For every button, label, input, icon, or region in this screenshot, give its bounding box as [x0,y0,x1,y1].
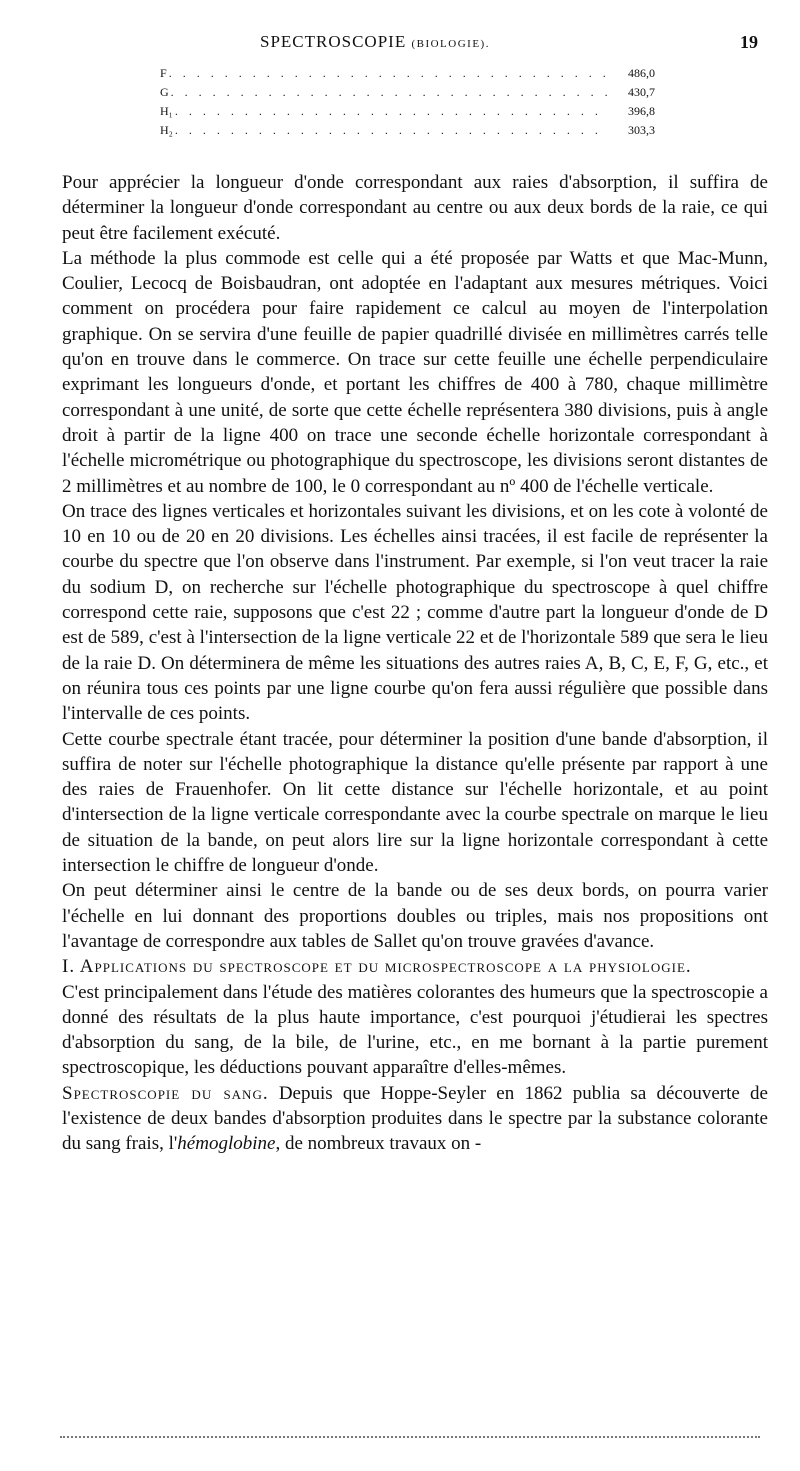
wavelength-row [160,123,655,142]
paragraph-7-heading: Spectroscopie du sang. [62,1082,269,1104]
leader-dots [175,123,607,138]
paragraph-7-italic: hémoglobine [177,1133,276,1155]
paragraph-4: Cette courbe spectrale étant tracée, pour déterminer la position d'une bande d'absorption, il suffira de noter sur l'échelle photographique la distance qu'elle présente par rapport à une des raies de Frauenhofer. On lit cette distance sur l'échelle horizontale, et au point d'intersection de la ligne verticale correspondante avec la courbe spectrale on marque le lieu de situation de la bande, on peut alors lire sur la ligne horizontale correspondant à cette intersection le chiffre de longueur d'onde. [62,728,768,877]
paragraph-3: On trace des lignes verticales et horizontales suivant les divisions, et on les cote à volonté de 10 en 10 ou de 20 en 20 divisions. Les échelles ainsi tracées, il est facile de représenter la courbe du spectre que l'on observe dans l'instrument. Par exemple, si l'on veut tracer la raie du sodium D, on recherche sur l'échelle photographique du spectroscope à quel chiffre correspond cette raie, supposons que c'est 22 ; comme d'autre part la longueur d'onde de D est de 589, c'est à l'intersection de la ligne verticale 22 et de l'horizontale 589 que sera le lieu de la raie D. On déterminera de même les situations des autres raies A, B, C, E, F, G, etc., et on réunira tous ces points par une ligne courbe qu'on fera aussi régulière que possible dans l'intervalle de ces points. [62,500,768,725]
wavelength-row [160,66,655,85]
body-text [62,170,768,1157]
paragraph-6: C'est principalement dans l'étude des matières colorantes des humeurs que la spectroscopie a donné des résultats de la plus haute importance, c'est pourquoi j'étudierai les spectres d'absorption du sang, de la bile, de l'urine, etc., en me bornant à la partie purement spectroscopique, les déductions pouvant apparaître d'elles-mêmes. [62,981,768,1079]
running-header [0,32,800,56]
paragraph-7-text-a: Depuis que Hoppe-Seyler en 1862 publia sa découverte de l'existence de deux bandes d'absorption produites dans le spectre par la substance colorante du sang frais, l' [62,1082,768,1155]
page-number: 19 [740,32,758,52]
paragraph-7-text-b: , de nombreux travaux on - [275,1133,482,1155]
paragraph-7 [62,1081,768,1157]
wavelength-table [160,66,655,142]
wavelength-row [160,104,655,123]
paragraph-2: La méthode la plus commode est celle qui a été proposée par Watts et que Mac-Munn, Coulier, Lecocq de Boisbaudran, ont adoptée en l'adaptant aux mesures métriques. Voici comment on procédera pour faire rapidement ce calcul au moyen de l'interpolation graphique. On se servira d'une feuille de papier quadrillé divisée en millimètres carrés telle qu'on en trouve dans le commerce. On trace sur cette feuille une échelle perpendiculaire exprimant les longueurs d'onde, et portant les chiffres de 400 à 780, chaque millimètre correspondant à une unité, de sorte que cette échelle représentera 380 divisions, puis à angle droit à partir de la ligne 400 on trace une seconde échelle horizontale correspondant à l'échelle micrométrique ou photographique du spectroscope, les divisions seront distantes de 2 millimètres et au nombre de 100, le 0 correspondant au nº 400 de l'échelle verticale. [62,247,768,497]
running-title-main: SPECTROSCOPIE [260,32,407,51]
leader-dots [175,104,607,119]
paragraph-5: On peut déterminer ainsi le centre de la bande ou de ses deux bords, on pourra varier l'échelle en lui donnant des proportions doubles ou triples, mais nos propositions ont l'avantage de correspondre aux tables de Sallet qu'on trouve gravées d'avance. [62,880,768,952]
running-title-subject: (BIOLOGIE). [411,38,490,50]
paragraph-1: Pour apprécier la longueur d'onde correspondant aux raies d'absorption, il suffira de déterminer la longueur d'onde correspondant au centre ou aux deux bords de la raie, ce qui peut être facilement exécuté. [62,172,768,244]
wavelength-value: 430,7 [628,85,655,99]
wavelength-label: F [160,66,167,80]
footer-rule [60,1436,760,1438]
wavelength-label: H₁ [160,104,173,118]
wavelength-label: G [160,85,169,99]
section-heading [62,954,768,979]
wavelength-value: 396,8 [628,104,655,118]
wavelength-value: 486,0 [628,66,655,80]
section-title: I. Applications du spectroscope et du microspectroscope a la physiologie. [62,956,692,978]
running-title [260,32,490,52]
wavelength-row [160,85,655,104]
wavelength-label: H₂ [160,123,173,137]
leader-dots [171,85,607,100]
leader-dots [169,66,607,81]
wavelength-value: 303,3 [628,123,655,137]
